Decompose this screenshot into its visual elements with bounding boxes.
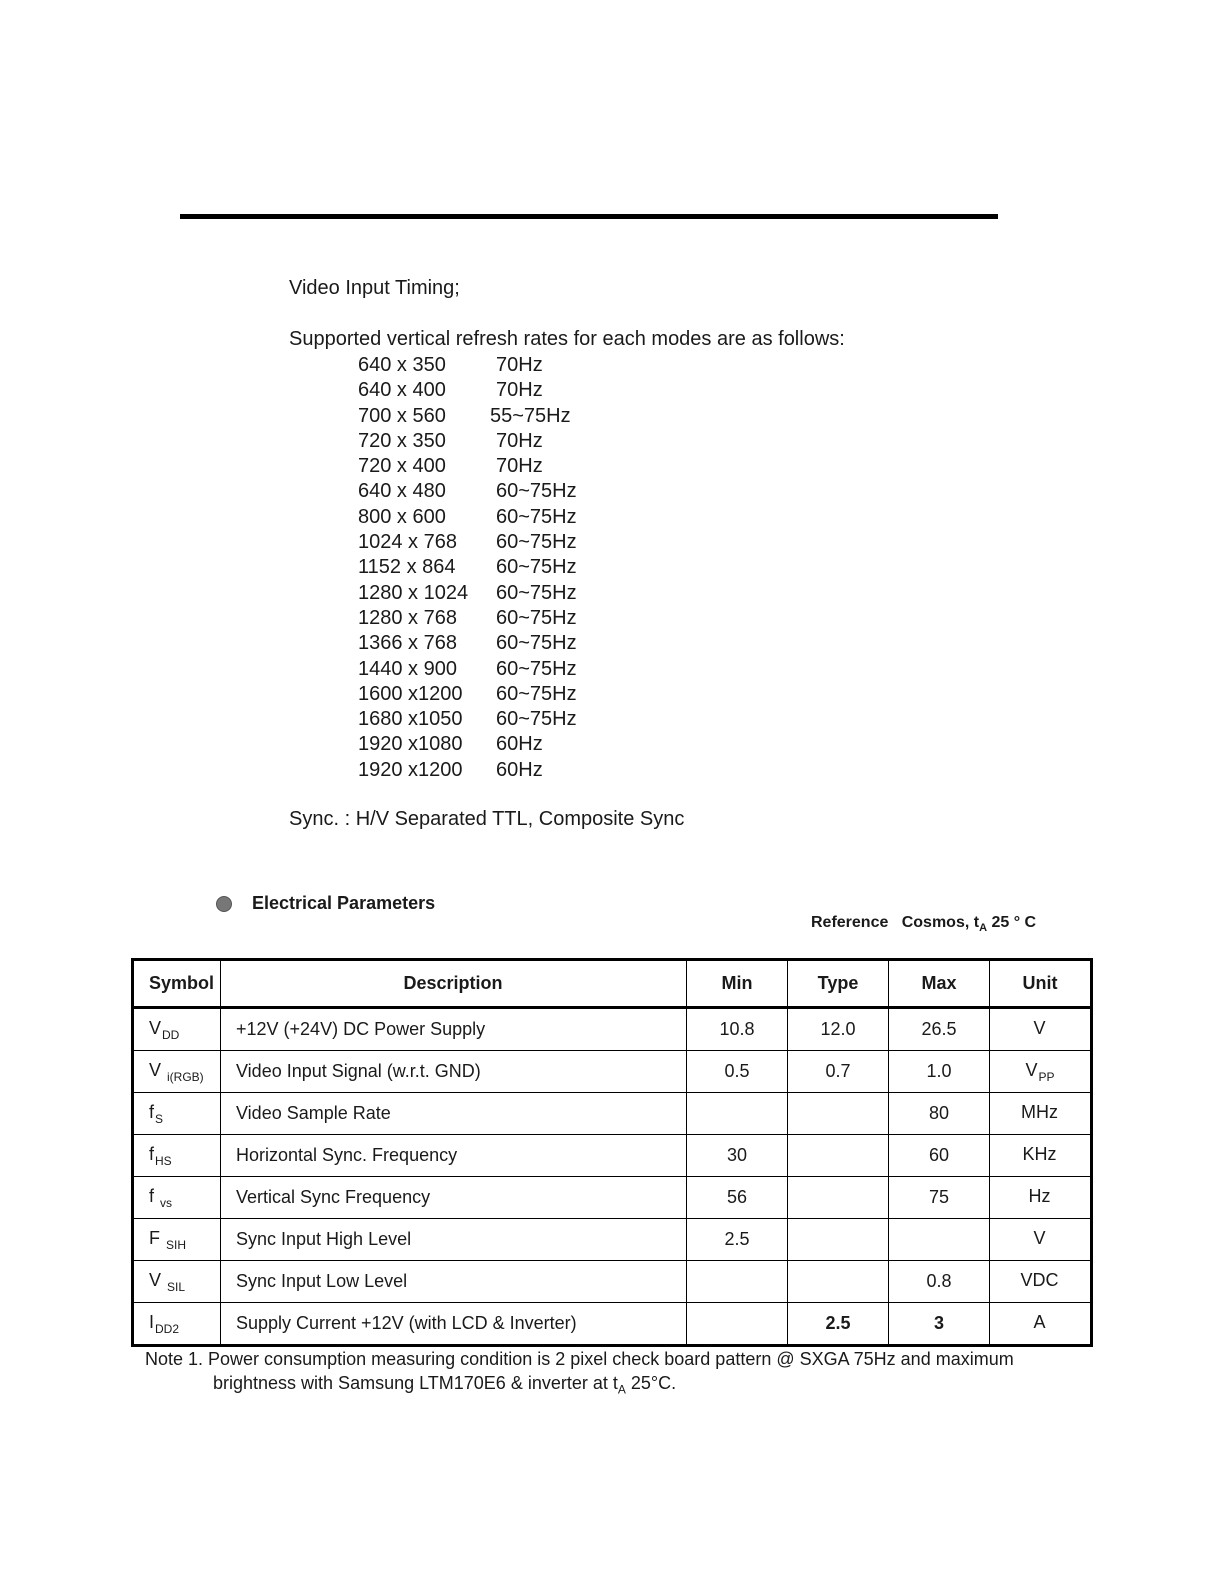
mode-resolution: 1920 x1080: [358, 733, 463, 756]
symbol-main: I: [149, 1311, 155, 1332]
footnote-subscript: A: [617, 1382, 626, 1397]
symbol-subscript: HS: [155, 1153, 172, 1168]
mode-resolution: 1600 x1200: [358, 682, 463, 705]
symbol-subscript: SIH: [166, 1237, 187, 1252]
table-row: [133, 1093, 1092, 1135]
column-header: Max: [889, 960, 990, 1008]
symbol-cell: [133, 1177, 221, 1219]
symbol-main: f: [149, 1143, 155, 1164]
min-cell: 30: [687, 1135, 788, 1177]
type-cell: [788, 1261, 889, 1303]
min-cell: [687, 1093, 788, 1135]
type-cell: 12.0: [788, 1008, 889, 1051]
mode-resolution: 800 x 600: [358, 505, 446, 528]
unit-main: V: [1033, 1227, 1046, 1248]
footnote-line-2-prefix: brightness with Samsung LTM170E6 & inverter at t: [213, 1373, 618, 1393]
table-header-row: [133, 960, 1092, 1008]
symbol-cell: [133, 1135, 221, 1177]
description-cell: Horizontal Sync. Frequency: [221, 1135, 687, 1177]
unit-main: V: [1025, 1059, 1038, 1080]
list-item: [358, 505, 616, 530]
footnote-line-2: [145, 1371, 1014, 1402]
list-item: [358, 353, 616, 378]
footnote-line-2-suffix: 25°C.: [625, 1373, 677, 1393]
footnote-line-1: Note 1. Power consumption measuring condition is 2 pixel check board pattern @ SXGA 75Hz and maximum: [145, 1349, 1014, 1369]
max-cell: [889, 1219, 990, 1261]
table-row: [133, 1219, 1092, 1261]
symbol-main: V: [149, 1059, 167, 1080]
list-item: [358, 404, 616, 429]
symbol-cell: [133, 1008, 221, 1051]
min-cell: [687, 1303, 788, 1346]
list-item: [358, 732, 616, 757]
symbol-cell: [133, 1051, 221, 1093]
type-cell: [788, 1219, 889, 1261]
symbol-subscript: DD2: [155, 1321, 180, 1336]
mode-refresh-rate: 70Hz: [496, 429, 543, 452]
symbol-subscript: DD: [162, 1027, 180, 1042]
column-header: Min: [687, 960, 788, 1008]
symbol-subscript: S: [155, 1111, 164, 1126]
mode-refresh-rate: 60~75Hz: [496, 682, 577, 705]
min-cell: 10.8: [687, 1008, 788, 1051]
column-header: Symbol: [133, 960, 221, 1008]
symbol-cell: [133, 1093, 221, 1135]
header-rule: [180, 214, 998, 219]
column-header: Unit: [990, 960, 1092, 1008]
column-header: Type: [788, 960, 889, 1008]
reference-subscript: A: [979, 922, 988, 935]
mode-resolution: 1680 x1050: [358, 708, 463, 731]
mode-resolution: 1280 x 768: [358, 606, 457, 629]
unit-cell: [990, 1219, 1092, 1261]
unit-subscript: PP: [1038, 1069, 1055, 1084]
mode-resolution: 1920 x1200: [358, 758, 463, 781]
bullet-icon: [216, 896, 232, 912]
unit-main: Hz: [1028, 1185, 1051, 1206]
table-row: [133, 1008, 1092, 1051]
max-cell: 75: [889, 1177, 990, 1219]
symbol-subscript: vs: [160, 1195, 173, 1210]
reference-note: [811, 914, 1036, 934]
mode-refresh-rate: 60~75Hz: [496, 657, 577, 680]
mode-resolution: 1152 x 864: [358, 556, 456, 579]
table-row: [133, 1177, 1092, 1219]
mode-refresh-rate: 60Hz: [496, 733, 543, 756]
list-item: [358, 581, 616, 606]
mode-refresh-rate: 60~75Hz: [496, 632, 577, 655]
min-cell: 2.5: [687, 1219, 788, 1261]
list-item: [358, 758, 616, 783]
type-cell: [788, 1177, 889, 1219]
mode-refresh-rate: 60~75Hz: [496, 531, 577, 554]
symbol-main: f: [149, 1185, 160, 1206]
symbol-cell: [133, 1303, 221, 1346]
list-item: [358, 530, 616, 555]
min-cell: 56: [687, 1177, 788, 1219]
description-cell: Supply Current +12V (with LCD & Inverter): [221, 1303, 687, 1346]
unit-cell: [990, 1008, 1092, 1051]
list-item: [358, 606, 616, 631]
description-cell: Sync Input High Level: [221, 1219, 687, 1261]
timing-intro: Supported vertical refresh rates for each modes are as follows:: [289, 328, 845, 350]
unit-main: KHz: [1022, 1143, 1057, 1164]
list-item: [358, 378, 616, 403]
mode-refresh-rate: 60~75Hz: [496, 708, 577, 731]
list-item: [358, 657, 616, 682]
unit-main: VDC: [1020, 1269, 1059, 1290]
unit-cell: [990, 1051, 1092, 1093]
symbol-main: V: [149, 1269, 167, 1290]
type-cell: [788, 1135, 889, 1177]
electrical-section-heading: [216, 893, 435, 914]
table-row: [133, 1135, 1092, 1177]
unit-main: V: [1033, 1017, 1046, 1038]
max-cell: 80: [889, 1093, 990, 1135]
electrical-parameters-table: [131, 958, 1093, 1347]
symbol-main: V: [149, 1017, 162, 1038]
description-cell: Sync Input Low Level: [221, 1261, 687, 1303]
symbol-cell: [133, 1261, 221, 1303]
list-item: [358, 682, 616, 707]
symbol-cell: [133, 1219, 221, 1261]
mode-resolution: 720 x 400: [358, 455, 446, 478]
mode-refresh-rate: 60~75Hz: [496, 606, 577, 629]
mode-refresh-rate: 60~75Hz: [496, 581, 577, 604]
symbol-main: F: [149, 1227, 165, 1248]
mode-refresh-rate: 70Hz: [496, 455, 543, 478]
max-cell: 60: [889, 1135, 990, 1177]
mode-refresh-rate: 70Hz: [496, 379, 543, 402]
timing-title: Video Input Timing;: [289, 277, 460, 299]
unit-cell: [990, 1135, 1092, 1177]
mode-resolution: 640 x 350: [358, 354, 446, 376]
mode-resolution: 640 x 400: [358, 379, 446, 402]
list-item: [358, 631, 616, 656]
list-item: [358, 479, 616, 504]
max-cell: 1.0: [889, 1051, 990, 1093]
mode-refresh-rate: 55~75Hz: [490, 404, 571, 427]
type-cell: 0.7: [788, 1051, 889, 1093]
mode-refresh-rate: 60Hz: [496, 758, 543, 781]
footnote: [145, 1347, 1014, 1402]
symbol-subscript: SIL: [167, 1279, 186, 1294]
mode-resolution: 1280 x 1024: [358, 581, 469, 604]
unit-main: MHz: [1021, 1101, 1058, 1122]
description-cell: Vertical Sync Frequency: [221, 1177, 687, 1219]
symbol-subscript: i(RGB): [167, 1069, 204, 1084]
reference-prefix: Reference Cosmos, t: [811, 914, 980, 931]
unit-cell: [990, 1261, 1092, 1303]
unit-cell: [990, 1093, 1092, 1135]
unit-cell: [990, 1177, 1092, 1219]
list-item: [358, 429, 616, 454]
mode-resolution: 700 x 560: [358, 404, 446, 427]
type-cell: [788, 1093, 889, 1135]
section-title: Electrical Parameters: [252, 893, 436, 913]
mode-refresh-rate: 60~75Hz: [496, 556, 577, 579]
mode-refresh-rate: 70Hz: [496, 354, 543, 376]
max-cell: 0.8: [889, 1261, 990, 1303]
mode-resolution: 1366 x 768: [358, 632, 457, 655]
symbol-main: f: [149, 1101, 155, 1122]
unit-main: A: [1033, 1311, 1046, 1332]
mode-refresh-rate: 60~75Hz: [496, 480, 577, 503]
mode-resolution: 640 x 480: [358, 480, 446, 503]
min-cell: 0.5: [687, 1051, 788, 1093]
min-cell: [687, 1261, 788, 1303]
max-cell: 26.5: [889, 1008, 990, 1051]
mode-resolution: 1024 x 768: [358, 531, 457, 554]
description-cell: +12V (+24V) DC Power Supply: [221, 1008, 687, 1051]
table-row: [133, 1261, 1092, 1303]
mode-resolution: 1440 x 900: [358, 657, 457, 680]
description-cell: Video Input Signal (w.r.t. GND): [221, 1051, 687, 1093]
sync-description: Sync. : H/V Separated TTL, Composite Sync: [289, 808, 685, 830]
column-header: Description: [221, 960, 687, 1008]
table-row: [133, 1303, 1092, 1346]
mode-refresh-rate: 60~75Hz: [496, 505, 577, 528]
mode-resolution: 720 x 350: [358, 429, 446, 452]
unit-cell: [990, 1303, 1092, 1346]
type-cell: 2.5: [788, 1303, 889, 1346]
table-row: [133, 1051, 1092, 1093]
list-item: [358, 454, 616, 479]
list-item: [358, 707, 616, 732]
description-cell: Video Sample Rate: [221, 1093, 687, 1135]
max-cell: 3: [889, 1303, 990, 1346]
list-item: [358, 555, 616, 580]
reference-suffix: 25 ° C: [987, 914, 1037, 931]
mode-list: [358, 353, 616, 783]
